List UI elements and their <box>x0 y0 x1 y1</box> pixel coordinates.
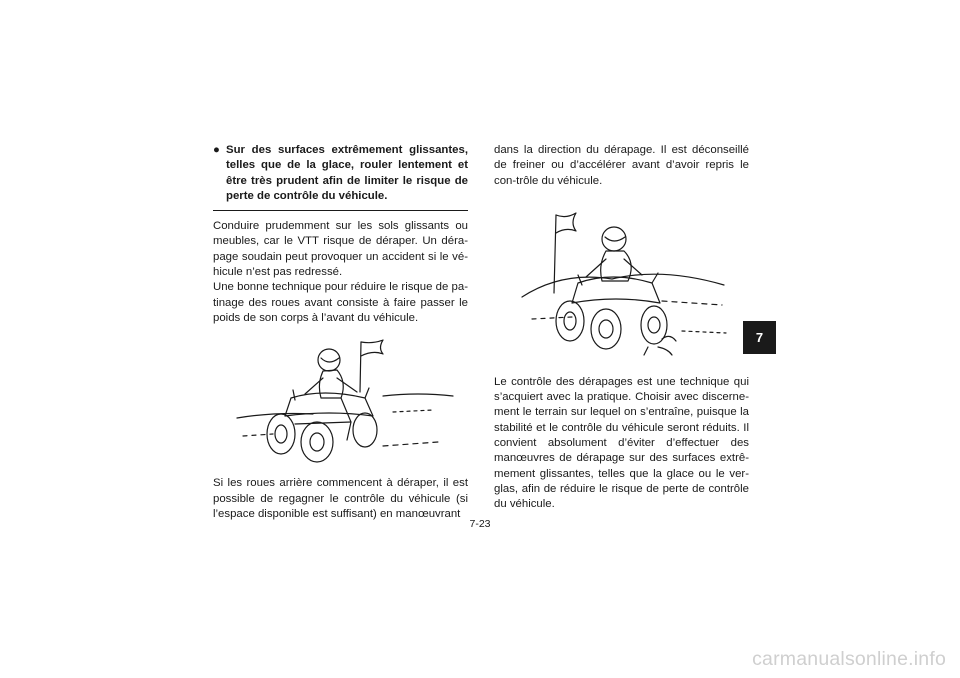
atv-rider-illustration-front <box>233 336 459 466</box>
warning-text: Sur des surfaces extrêmement glissantes, telles que de la glace, rouler lentement et être très prudent afin de limiter le risque de perte de contrôle du véhicule. <box>226 144 468 202</box>
chapter-tab: 7 <box>743 321 776 354</box>
page-number: 7-23 <box>469 518 491 530</box>
paragraph-skid-direction: dans la direction du dérapage. Il est déconseillé de freiner ou d’accélérer avant d’avoir repris le con-trôle du véhicule. <box>494 144 749 187</box>
paragraph-rear-wheel-skid: Si les roues arrière commencent à déraper, il est possible de regagner le contrôle du véhicule (si l’espace disponible est suffisant) en manœuvrant <box>213 477 468 520</box>
paragraph-skid-practice: Le contrôle des dérapages est une technique qui s’acquiert avec la pratique. Choisir avec discerne-ment le terrain sur lequel on s’entraîne, puisque la stabilité et le contrôle du véhicule seront réduits. Il convient absolument d’éviter d’effectuer des manœuvres de dérapage sur des surfaces extrê-mement glissantes, telles que la glace ou le ver-glas, afin de réduire le risque de perte de contrôle du véhicule. <box>494 375 749 511</box>
watermark: carmanualsonline.info <box>752 648 946 670</box>
warning-block <box>213 143 468 204</box>
warning-bullet: ● <box>213 144 220 156</box>
atv-rider-illustration-skid <box>512 201 736 361</box>
left-column <box>213 143 468 522</box>
right-column <box>494 143 749 513</box>
paragraph-front-wheel-technique: Une bonne technique pour réduire le risque de pa-tinage des roues avant consiste à faire passer le poids de son corps à l’avant du véhicule. <box>213 281 468 324</box>
paragraph-slippery-ground: Conduire prudemment sur les sols glissants ou meubles, car le VTT risque de déraper. Un déra-page soudain peut provoquer un accident si le vé-hicule n’est pas redressé. <box>213 220 468 279</box>
warning-divider <box>213 210 468 211</box>
